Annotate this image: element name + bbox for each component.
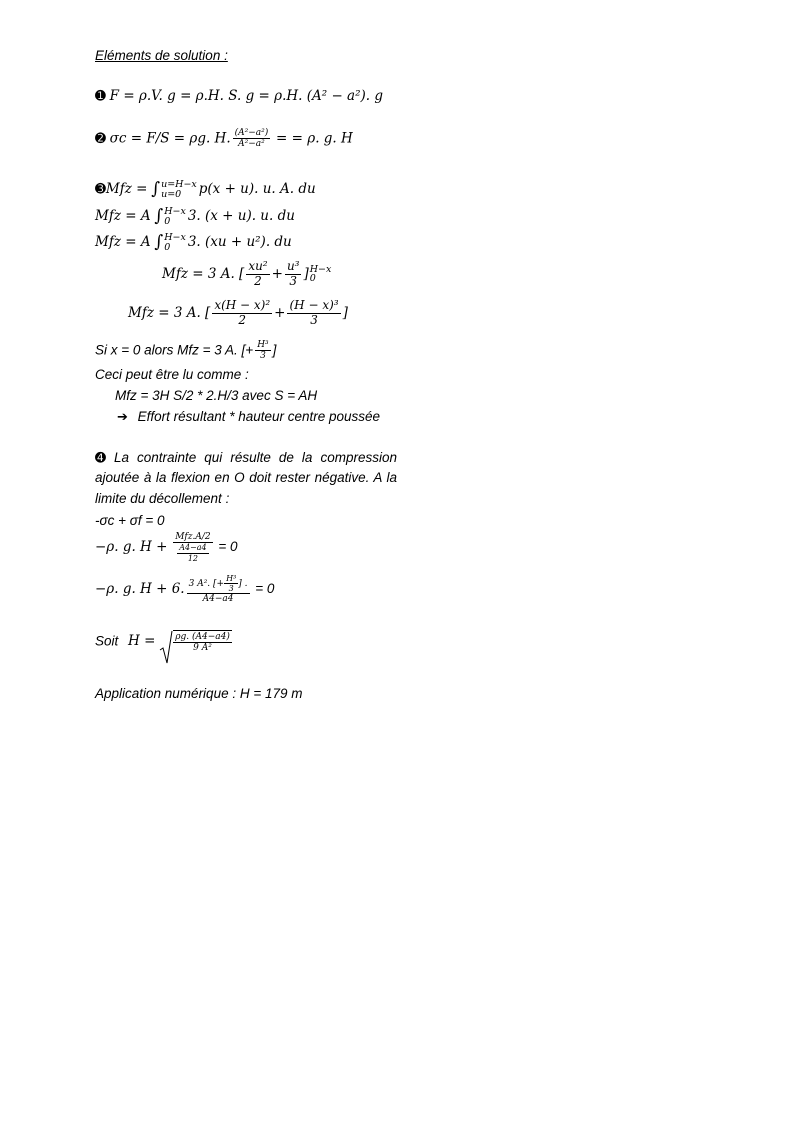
paragraph-4-line-2: ajoutée à la flexion en O doit rester négative. A la [95,470,397,485]
equation-3-l4-prefix: Mfz = 3 A. [ [162,265,245,282]
fraction-denominator [173,543,212,562]
fraction-denominator: 3 [260,351,266,362]
fraction-denominator: A²−a² [238,139,265,150]
sigma-equation: -σc + σf = 0 [95,513,165,528]
fraction-numerator: ρg. (A4−a4) [175,632,230,642]
fraction-numerator: Mfz.A/2 [175,532,211,542]
equation-3-line-2 [95,207,295,226]
fraction-denominator: A4−a4 [202,594,234,605]
equation-3-l3-body: 3. (xu + u²). du [187,234,292,251]
fraction-numerator [187,574,250,594]
equation-3-l2-prefix: Mfz = A [95,208,151,225]
soit-equation [95,630,234,654]
fraction-xu2 [246,260,269,289]
equation-3-line-1 [95,180,316,199]
compound-fraction [173,532,212,563]
equation-3-l3-prefix: Mfz = A [95,234,151,251]
equation-2-suffix: = = ρ. g. H [276,130,353,147]
equation-3-l1-body: p(x + u). u. A. du [198,181,316,198]
fraction-numerator: (A²−a²) [234,128,269,138]
numerator-text: 3 A². [+ [188,579,225,590]
equation-a [95,532,238,563]
equation-3-line-3 [95,233,292,252]
si-x-zero-text: Si x = 0 alors Mfz = 3 A. [+ [95,342,254,358]
inner-fraction [224,574,238,593]
root-fraction [173,630,232,654]
closing-bracket: ] [342,304,348,321]
fraction-h-x-cubed [287,299,340,328]
equation-b-suffix: = 0 [255,580,275,596]
si-x-zero-line [95,340,276,362]
evaluation-limits [310,265,332,284]
mfz-interpretation: Mfz = 3H S/2 * 2.H/3 avec S = AH [115,388,318,403]
number-mark-2: ➋ [95,131,106,147]
fraction-denominator: 9 A² [193,643,212,654]
paragraph-4-line-1 [95,451,397,466]
paragraph-4-text-1: La contrainte qui résulte de la compression [113,450,397,465]
fraction-numerator: H³ [257,340,269,350]
inner-fraction [177,543,208,562]
equation-3-l1-prefix: Mfz = [105,181,148,198]
fraction-h3-3 [255,340,270,362]
plus-sign: + [274,304,286,321]
integral-limits [164,207,186,226]
number-mark-3: ➌ [95,182,106,198]
equation-1 [95,89,383,104]
paragraph-4-line-3: limite du décollement : [95,491,230,506]
equation-b [95,574,274,605]
upper-limit: H−x [164,206,186,217]
compound-fraction [187,574,250,605]
soit-lhs: H = [128,633,156,650]
integral-sign: ∫ [154,232,164,253]
lower-limit: 0 [309,273,316,285]
fraction-u3 [285,260,302,289]
equation-1-text: F = ρ.V. g = ρ.H. S. g = ρ.H. (A² − a²). g [109,88,383,104]
upper-limit: H−x [164,232,186,243]
integral-limits [161,180,197,199]
integral-sign: ∫ [151,179,161,200]
closing-bracket: ] [272,342,277,358]
effort-line [117,410,380,425]
number-mark-1: ➊ [95,89,106,104]
ceci-line: Ceci peut être lu comme : [95,367,249,382]
fraction-denominator: 2 [238,312,247,327]
radical-sign-icon [159,630,173,664]
upper-limit: H−x [309,263,332,275]
equation-a-prefix: −ρ. g. H + [95,538,168,555]
application-numerique: Application numérique : H = 179 m [95,686,303,701]
fraction-denominator: 3 [289,273,298,288]
fraction-numerator: (H − x)³ [289,298,339,312]
soit-label: Soit [95,633,119,649]
square-root [159,630,234,654]
closing-bracket: ] [303,265,309,282]
fraction-numerator: xu² [248,259,268,273]
lower-limit: 0 [164,215,171,227]
fraction-numerator: u³ [286,259,300,273]
fraction-denominator: 3 [310,312,318,327]
integral-sign: ∫ [154,206,164,227]
equation-2 [95,128,353,150]
equation-2-prefix: σc = F/S = ρg. H. [109,130,231,147]
inner-numerator: H³ [226,574,237,583]
arrow-right-icon: ➔ [117,410,128,425]
inner-denominator: 3 [228,584,234,594]
lower-limit: u=0 [161,188,182,200]
equation-a-suffix: = 0 [218,538,238,554]
equation-3-l2-body: 3. (x + u). u. du [187,208,295,225]
section-title: Eléments de solution : [95,48,228,63]
effort-text: Effort résultant * hauteur centre poussée [137,409,381,424]
numerator-end: ] . [238,579,248,590]
fraction-x-h-x [212,299,272,328]
equation-3-line-4 [162,260,333,289]
upper-limit: u=H−x [161,179,197,190]
lower-limit: 0 [164,241,171,253]
equation-3-line-5 [128,299,348,328]
integral-limits [164,233,186,252]
number-mark-4: ➍ [95,451,106,466]
equation-2-fraction [233,128,271,150]
fraction-denominator: 2 [254,273,262,288]
plus-sign: + [271,265,283,282]
equation-3-l5-prefix: Mfz = 3 A. [ [128,304,211,321]
inner-numerator: A4−a4 [179,543,207,553]
equation-b-prefix: −ρ. g. H + 6. [95,580,185,597]
inner-denominator: 12 [187,553,198,563]
fraction-numerator: x(H − x)² [214,298,271,312]
